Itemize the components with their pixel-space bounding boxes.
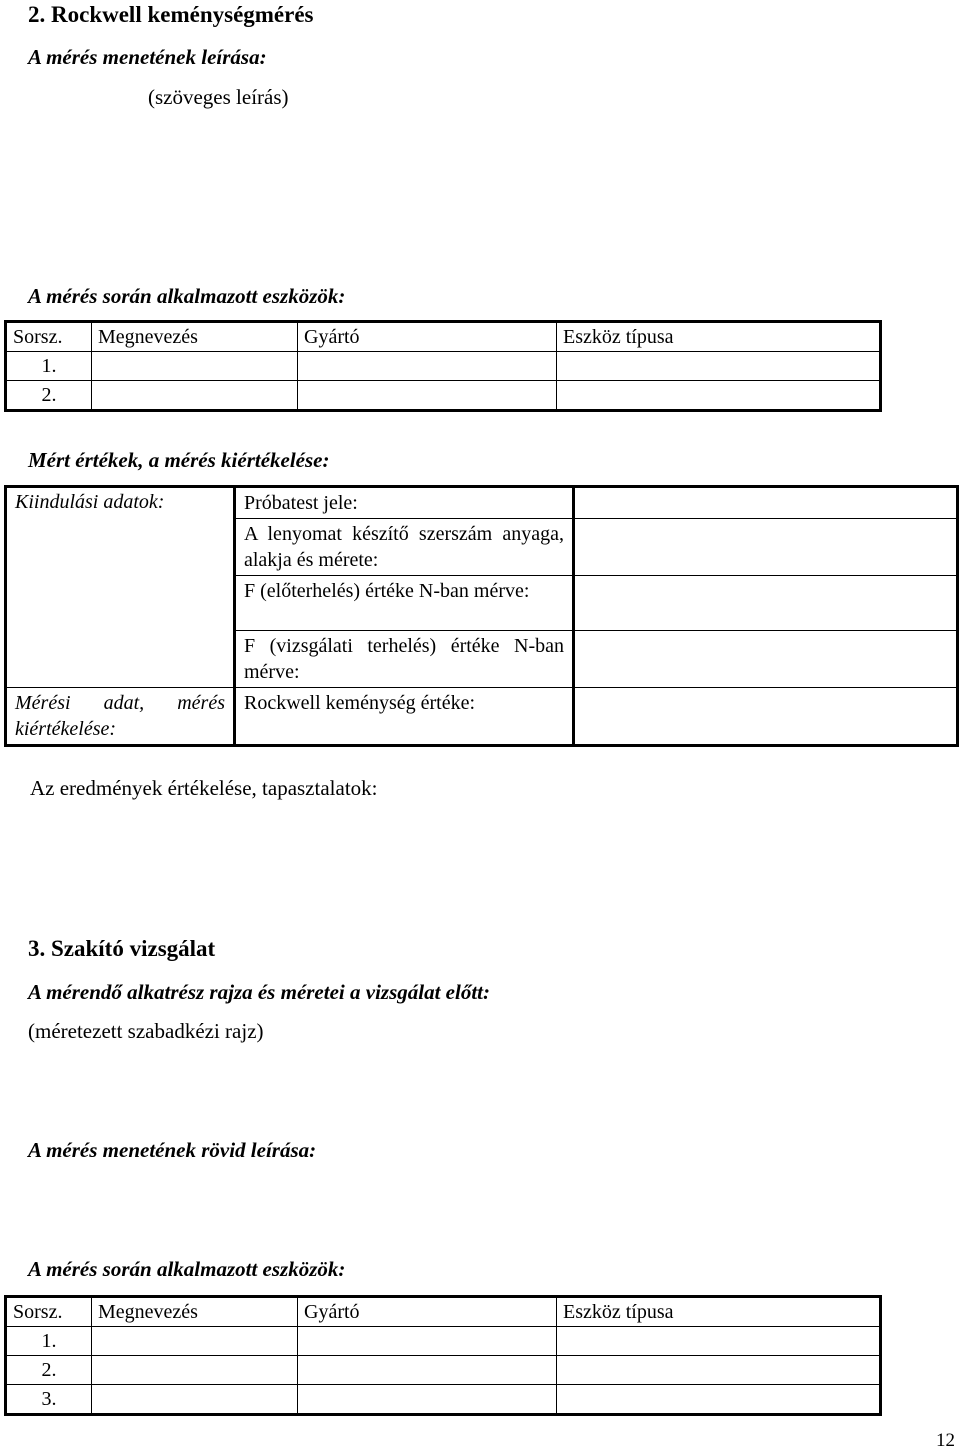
table-cell[interactable] <box>92 1327 298 1356</box>
col-header-maker: Gyártó <box>298 322 557 352</box>
value-sample-id[interactable] <box>574 487 958 519</box>
table-row <box>6 352 881 381</box>
table-header-row <box>6 322 881 352</box>
table-cell[interactable] <box>298 1385 557 1415</box>
field-sample-id: Próbatest jele: <box>235 487 574 519</box>
measured-values-heading: Mért értékek, a mérés kiértékelése: <box>28 448 330 472</box>
section-2-title: 2. Rockwell keménységmérés <box>28 2 314 27</box>
field-indenter: A lenyomat készítő szerszám anyaga, alakja és mérete: <box>235 519 574 576</box>
table-cell[interactable] <box>298 1356 557 1385</box>
drawing-placeholder: (méretezett szabadkézi rajz) <box>28 1019 264 1043</box>
table-row <box>6 1356 881 1385</box>
table-cell[interactable] <box>557 381 881 411</box>
evaluation-table <box>4 485 959 747</box>
tools-heading-3: A mérés során alkalmazott eszközök: <box>28 1257 346 1281</box>
table-cell[interactable] <box>92 1385 298 1415</box>
row-number: 1. <box>6 352 92 381</box>
page-number: 12 <box>936 1430 955 1451</box>
table-cell[interactable] <box>557 1327 881 1356</box>
short-description-heading: A mérés menetének rövid leírása: <box>28 1138 317 1162</box>
start-data-label: Kiindulási adatok: <box>6 487 235 688</box>
col-header-sorsz: Sorsz. <box>6 322 92 352</box>
col-header-maker: Gyártó <box>298 1297 557 1327</box>
table-cell[interactable] <box>298 381 557 411</box>
row-number: 1. <box>6 1327 92 1356</box>
results-heading: Az eredmények értékelése, tapasztalatok: <box>30 776 378 800</box>
table-row <box>6 1385 881 1415</box>
table-row <box>6 1327 881 1356</box>
tools-table <box>4 320 882 412</box>
table-cell[interactable] <box>92 352 298 381</box>
table-cell[interactable] <box>298 352 557 381</box>
value-indenter[interactable] <box>574 519 958 576</box>
table-cell[interactable] <box>557 1356 881 1385</box>
tools-heading: A mérés során alkalmazott eszközök: <box>28 284 346 308</box>
field-hardness: Rockwell keménység értéke: <box>235 688 574 746</box>
table-row <box>6 688 958 746</box>
table-cell[interactable] <box>557 352 881 381</box>
field-preload: F (előterhelés) értéke N-ban mérve: <box>235 576 574 631</box>
table-cell[interactable] <box>92 381 298 411</box>
measurement-label: Mérési adat, mérés kiértékelése: <box>6 688 235 746</box>
drawing-heading: A mérendő alkatrész rajza és méretei a vizsgálat előtt: <box>28 980 490 1004</box>
tools-table-3 <box>4 1295 882 1416</box>
value-hardness[interactable] <box>574 688 958 746</box>
table-cell[interactable] <box>298 1327 557 1356</box>
row-number: 3. <box>6 1385 92 1415</box>
field-test-load: F (vizsgálati terhelés) értéke N-ban mérve: <box>235 631 574 688</box>
table-cell[interactable] <box>557 1385 881 1415</box>
row-number: 2. <box>6 1356 92 1385</box>
table-row <box>6 381 881 411</box>
table-row <box>6 487 958 519</box>
col-header-type: Eszköz típusa <box>557 1297 881 1327</box>
table-cell[interactable] <box>92 1356 298 1385</box>
col-header-name: Megnevezés <box>92 322 298 352</box>
value-test-load[interactable] <box>574 631 958 688</box>
col-header-type: Eszköz típusa <box>557 322 881 352</box>
row-number: 2. <box>6 381 92 411</box>
description-placeholder: (szöveges leírás) <box>148 85 289 109</box>
description-heading: A mérés menetének leírása: <box>28 45 267 69</box>
col-header-name: Megnevezés <box>92 1297 298 1327</box>
value-preload[interactable] <box>574 576 958 631</box>
col-header-sorsz: Sorsz. <box>6 1297 92 1327</box>
table-header-row <box>6 1297 881 1327</box>
section-3-title: 3. Szakító vizsgálat <box>28 936 216 961</box>
